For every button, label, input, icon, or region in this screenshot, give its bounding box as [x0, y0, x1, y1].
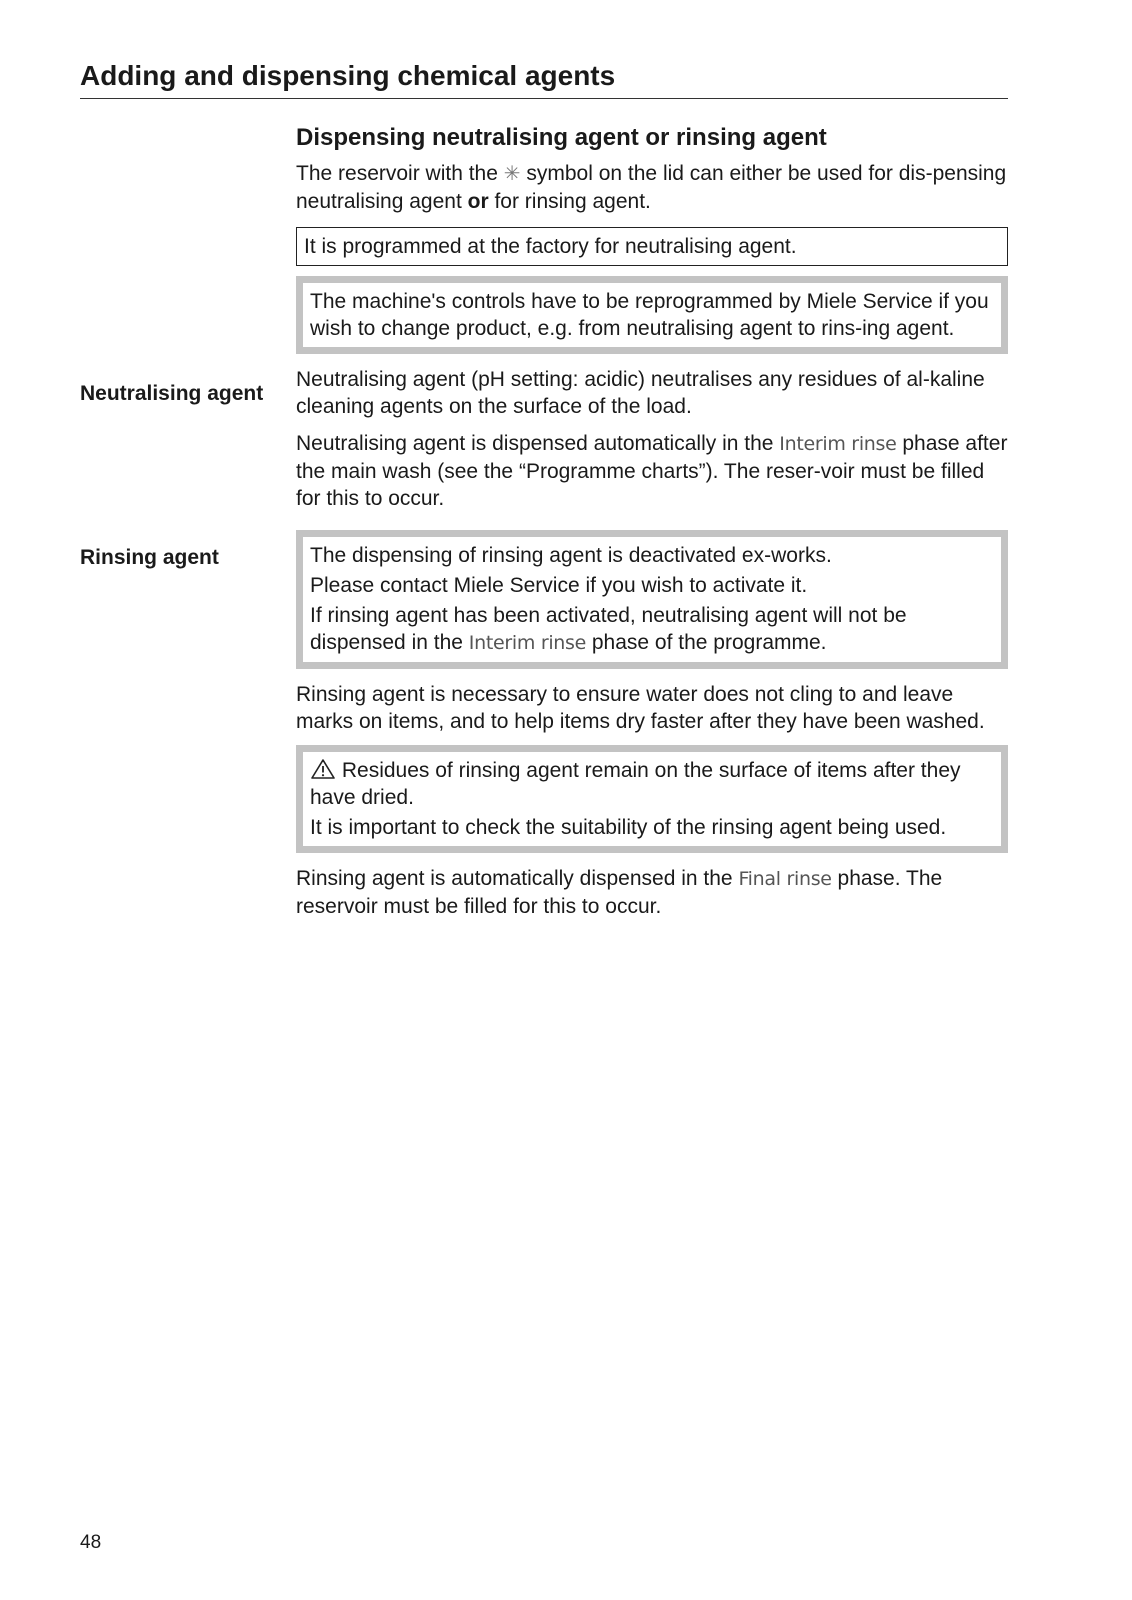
intro-paragraph: [296, 160, 1008, 215]
factory-note-box: It is programmed at the factory for neutralising agent.: [296, 227, 1008, 266]
warning-text-1: Residues of rinsing agent remain on the surface of items after they have dried.: [310, 759, 961, 809]
rinsing-text-1: Rinsing agent is automatically dispensed in the: [296, 867, 739, 890]
intro-text-3: for rinsing agent.: [488, 190, 651, 213]
interim-rinse-term: Interim rinse: [779, 433, 897, 455]
rinsing-deactivated-box: [296, 530, 1008, 669]
page-number: 48: [80, 1532, 102, 1553]
neutralising-text-2: phase after the main wash (see the “Programme charts”). The reser-voir must be filled for this to occur.: [296, 432, 1008, 510]
rinsing-box-line-3: [310, 602, 994, 657]
rinsing-agent-label: Rinsing agent: [80, 546, 219, 569]
intro-text-2: symbol on the lid can either be used for dis-pensing neutralising agent: [296, 162, 1007, 213]
rinsing-box-text-1: If rinsing agent has been activated, neutralising agent will not be dispensed in the: [310, 604, 907, 654]
warning-line-1: [310, 757, 994, 811]
service-note-box: [296, 276, 1008, 354]
warning-line-2: It is important to check the suitability of the rinsing agent being used.: [310, 816, 947, 839]
warning-triangle-icon: [310, 758, 336, 780]
final-rinse-term: Final rinse: [738, 868, 832, 890]
rinse-symbol-icon: ✳: [503, 163, 521, 185]
rinsing-paragraph-1: Rinsing agent is necessary to ensure water does not cling to and leave marks on items, and to help items dry faster after they have been washed.: [296, 683, 985, 733]
rinsing-paragraph-2: [296, 865, 1008, 920]
rinsing-box-text-2: phase of the programme.: [586, 631, 827, 654]
neutralising-agent-label: Neutralising agent: [80, 382, 264, 405]
rinsing-box-line-2: Please contact Miele Service if you wish to activate it.: [310, 574, 808, 597]
neutralising-text-1: Neutralising agent is dispensed automatically in the: [296, 432, 780, 455]
rinsing-text-2: phase. The reservoir must be filled for this to occur.: [296, 867, 943, 918]
interim-rinse-term-2: Interim rinse: [468, 632, 587, 654]
page-title: Adding and dispensing chemical agents: [80, 60, 1008, 99]
service-note-text: The machine's controls have to be reprogrammed by Miele Service if you wish to change product, e.g. from neutralising agent to rins-ing agent.: [310, 290, 989, 340]
intro-bold: or: [467, 190, 489, 213]
neutralising-paragraph-2: [296, 430, 1008, 512]
warning-box: [296, 745, 1008, 853]
intro-text-1: The reservoir with the: [296, 162, 498, 185]
main-content: [296, 124, 1008, 930]
section-heading: Dispensing neutralising agent or rinsing agent: [296, 124, 827, 151]
rinsing-box-line-1: The dispensing of rinsing agent is deactivated ex-works.: [310, 544, 832, 567]
neutralising-paragraph-1: Neutralising agent (pH setting: acidic) neutralises any residues of al-kaline cleaning agents on the surface of the load.: [296, 368, 985, 418]
